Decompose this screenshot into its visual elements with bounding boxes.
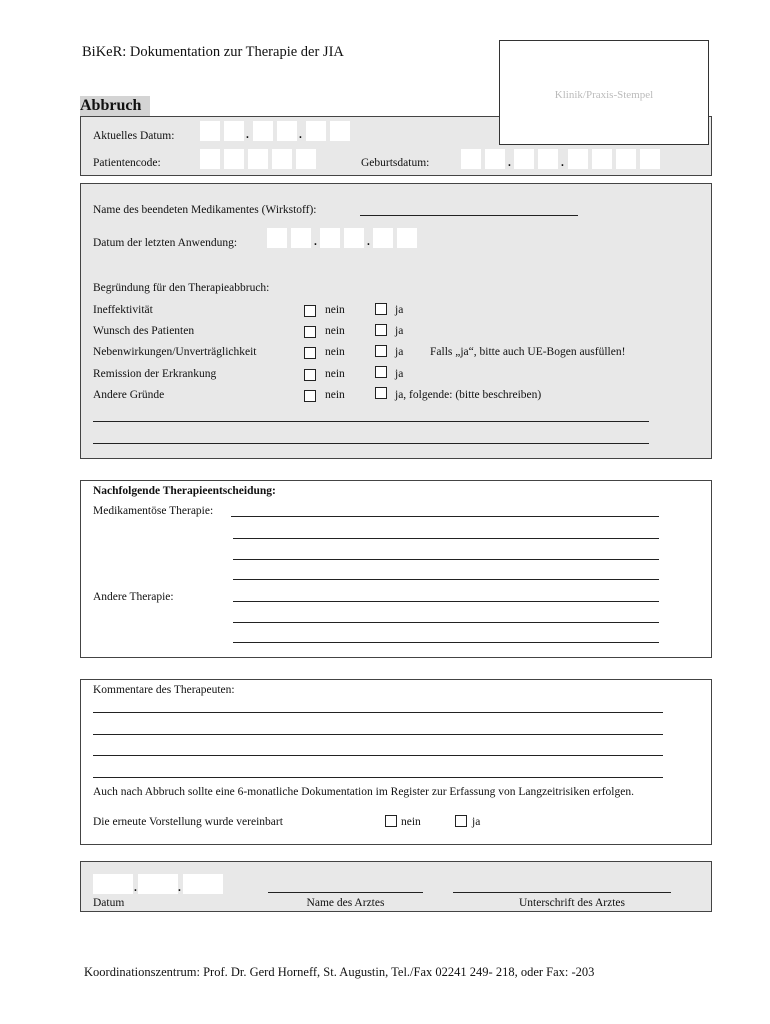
reason-label: Ineffektivität	[93, 304, 153, 316]
followup-heading: Nachfolgende Therapieentscheidung:	[93, 485, 276, 497]
current-date-year-1[interactable]	[306, 121, 326, 141]
comment-line-1[interactable]	[93, 712, 663, 713]
followup-panel	[80, 480, 712, 658]
sign-date-day-2[interactable]	[113, 874, 133, 894]
section-label-abbruch: Abbruch	[80, 96, 150, 116]
sign-date-label: Datum	[93, 897, 125, 909]
patient-code-box-2[interactable]	[224, 149, 244, 169]
reason-yes-checkbox[interactable]	[375, 324, 387, 336]
reason-no-checkbox[interactable]	[304, 326, 316, 338]
reason-no-checkbox[interactable]	[304, 305, 316, 317]
reason-label: Andere Gründe	[93, 389, 165, 401]
no-label: nein	[325, 304, 345, 316]
current-date-label: Aktuelles Datum:	[93, 130, 175, 142]
sign-date-month-2[interactable]	[158, 874, 178, 894]
no-label: nein	[325, 346, 345, 358]
birth-date-label: Geburtsdatum:	[361, 157, 430, 169]
reason-no-checkbox[interactable]	[304, 369, 316, 381]
followup-yes-checkbox[interactable]	[455, 815, 467, 827]
drug-therapy-line-3[interactable]	[233, 559, 659, 560]
current-date-day-2[interactable]	[224, 121, 244, 141]
other-therapy-label: Andere Therapie:	[93, 591, 174, 603]
birth-date-day-1[interactable]	[461, 149, 481, 169]
discontinuation-panel	[80, 183, 712, 459]
yes-label: ja	[395, 346, 404, 358]
other-reason-line-2[interactable]	[93, 443, 649, 444]
date-separator: .	[561, 157, 564, 169]
doctor-name-line[interactable]	[268, 892, 423, 893]
doctor-name-label: Name des Arztes	[306, 897, 385, 909]
birth-date-year-2[interactable]	[592, 149, 612, 169]
reason-no-checkbox[interactable]	[304, 347, 316, 359]
doctor-signature-line[interactable]	[453, 892, 671, 893]
comments-heading: Kommentare des Therapeuten:	[93, 684, 235, 696]
reason-no-checkbox[interactable]	[304, 390, 316, 402]
sign-date-year-2[interactable]	[203, 874, 223, 894]
comment-line-3[interactable]	[93, 755, 663, 756]
date-separator: .	[314, 236, 317, 248]
followup-question: Die erneute Vorstellung wurde vereinbart	[93, 816, 283, 828]
yes-label: ja	[472, 816, 481, 828]
no-label: nein	[325, 368, 345, 380]
patient-code-box-4[interactable]	[272, 149, 292, 169]
footer-coordination: Koordinationszentrum: Prof. Dr. Gerd Horneff, St. Augustin, Tel./Fax 02241 249- 218, oder Fax: -203	[84, 965, 595, 979]
clinic-stamp-box	[499, 40, 709, 145]
current-date-day-1[interactable]	[200, 121, 220, 141]
date-separator: .	[508, 157, 511, 169]
no-label: nein	[401, 816, 421, 828]
drug-name-line[interactable]	[360, 215, 578, 216]
birth-date-year-3[interactable]	[616, 149, 636, 169]
patient-code-label: Patientencode:	[93, 157, 161, 169]
birth-date-year-4[interactable]	[640, 149, 660, 169]
date-separator: .	[134, 882, 137, 894]
reason-heading: Begründung für den Therapieabbruch:	[93, 282, 270, 294]
date-separator: .	[299, 129, 302, 141]
reason-label: Wunsch des Patienten	[93, 325, 195, 337]
comments-panel	[80, 679, 712, 845]
yes-label: ja	[395, 368, 404, 380]
yes-label: ja, folgende: (bitte beschreiben)	[395, 389, 542, 401]
current-date-month-2[interactable]	[277, 121, 297, 141]
current-date-year-2[interactable]	[330, 121, 350, 141]
patient-code-box-1[interactable]	[200, 149, 220, 169]
signature-panel	[80, 861, 712, 912]
no-label: nein	[325, 325, 345, 337]
date-separator: .	[178, 882, 181, 894]
clinic-stamp-label: Klinik/Praxis-Stempel	[554, 89, 654, 101]
comment-line-4[interactable]	[93, 777, 663, 778]
sign-date-year-1[interactable]	[183, 874, 203, 894]
last-use-month-2[interactable]	[344, 228, 364, 248]
reason-yes-checkbox[interactable]	[375, 345, 387, 357]
yes-label: ja	[395, 325, 404, 337]
patient-code-box-5[interactable]	[296, 149, 316, 169]
last-use-year-2[interactable]	[397, 228, 417, 248]
comment-line-2[interactable]	[93, 734, 663, 735]
date-separator: .	[246, 129, 249, 141]
yes-label: ja	[395, 304, 404, 316]
reason-label: Nebenwirkungen/Unverträglichkeit	[93, 346, 257, 358]
sign-date-day-1[interactable]	[93, 874, 113, 894]
drug-therapy-label: Medikamentöse Therapie:	[93, 505, 214, 517]
birth-date-year-1[interactable]	[568, 149, 588, 169]
drug-therapy-line-2[interactable]	[233, 538, 659, 539]
birth-date-month-2[interactable]	[538, 149, 558, 169]
last-use-month-1[interactable]	[320, 228, 340, 248]
drug-therapy-line-4[interactable]	[233, 579, 659, 580]
form-title: BiKeR: Dokumentation zur Therapie der JIA	[82, 44, 344, 60]
reason-yes-checkbox[interactable]	[375, 303, 387, 315]
reason-yes-checkbox[interactable]	[375, 366, 387, 378]
patient-code-box-3[interactable]	[248, 149, 268, 169]
other-reason-line-1[interactable]	[93, 421, 649, 422]
doctor-signature-label: Unterschrift des Arztes	[518, 897, 626, 909]
current-date-month-1[interactable]	[253, 121, 273, 141]
reason-label: Remission der Erkrankung	[93, 368, 217, 380]
drug-name-label: Name des beendeten Medikamentes (Wirkstoff):	[93, 204, 317, 216]
last-use-day-1[interactable]	[267, 228, 287, 248]
last-use-year-1[interactable]	[373, 228, 393, 248]
sign-date-month-1[interactable]	[138, 874, 158, 894]
other-therapy-line-3[interactable]	[233, 642, 659, 643]
side-effect-note: Falls „ja“, bitte auch UE-Bogen ausfüllen!	[430, 346, 626, 358]
birth-date-day-2[interactable]	[485, 149, 505, 169]
registry-note: Auch nach Abbruch sollte eine 6-monatliche Dokumentation im Register zur Erfassung von Langzeitrisiken erfolgen.	[93, 786, 634, 798]
last-use-label: Datum der letzten Anwendung:	[93, 237, 238, 249]
last-use-day-2[interactable]	[291, 228, 311, 248]
date-separator: .	[367, 236, 370, 248]
other-therapy-line-2[interactable]	[233, 622, 659, 623]
followup-no-checkbox[interactable]	[385, 815, 397, 827]
birth-date-month-1[interactable]	[514, 149, 534, 169]
drug-therapy-line-1[interactable]	[231, 516, 659, 517]
reason-yes-checkbox[interactable]	[375, 387, 387, 399]
no-label: nein	[325, 389, 345, 401]
other-therapy-line-1[interactable]	[233, 601, 659, 602]
